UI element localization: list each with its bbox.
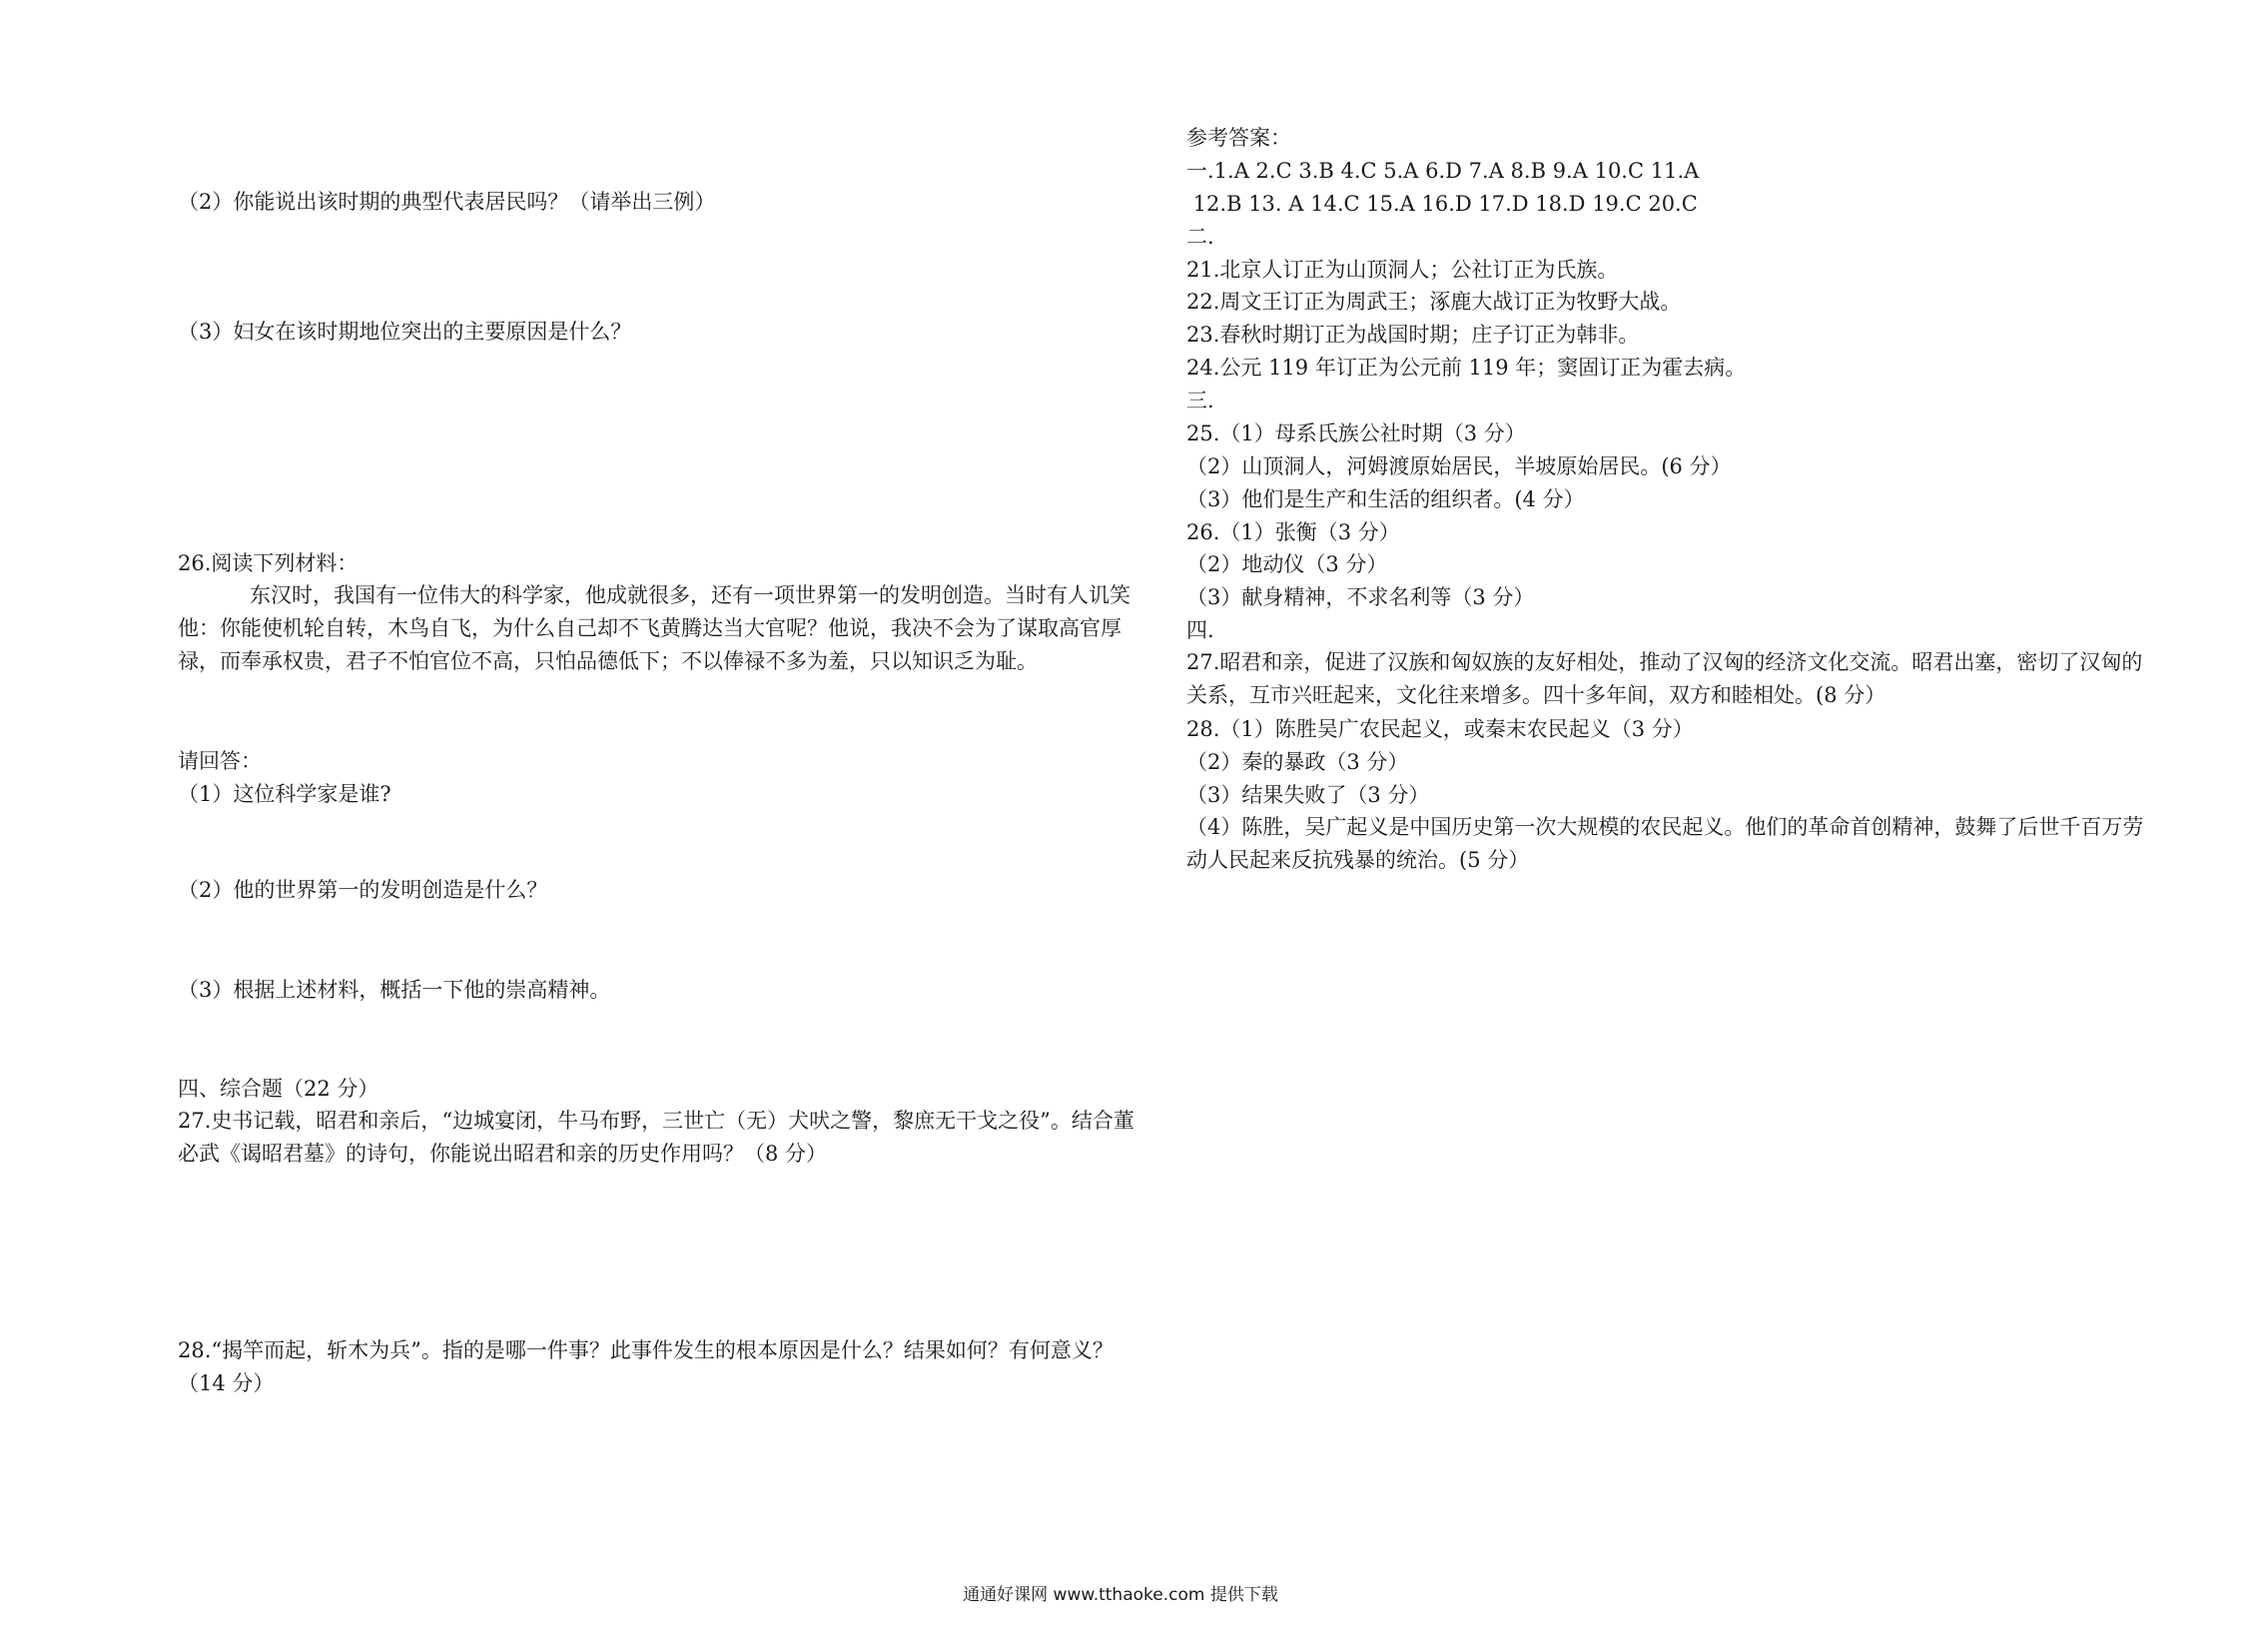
- answer-28-2: （2）秦的暴政（3 分）: [1186, 750, 1409, 774]
- answers-section-2: 二.: [1186, 225, 1214, 249]
- answer-26-2: （2）地动仪（3 分）: [1186, 552, 1388, 576]
- answers-mc-line-2: 12.B 13. A 14.C 15.A 16.D 17.D 18.D 19.C 20.C: [1186, 192, 1698, 216]
- answer-28-3: （3）结果失败了（3 分）: [1186, 783, 1430, 807]
- answer-21: 21.北京人订正为山顶洞人；公社订正为氏族。: [1186, 258, 1619, 282]
- question-26-2: （2）他的世界第一的发明创造是什么？: [178, 878, 548, 902]
- answer-28-4: （4）陈胜，吴广起义是中国历史第一次大规模的农民起义。他们的革命首创精神，鼓舞了后世千百万劳动人民起来反抗残暴的统治。(5 分）: [1186, 815, 2144, 872]
- answer-25-3: （3）他们是生产和生活的组织者。(4 分）: [1186, 487, 1585, 511]
- question-26-1: （1）这位科学家是谁?: [178, 782, 391, 806]
- question-26-material: 东汉时，我国有一位伟大的科学家，他成就很多，还有一项世界第一的发明创造。当时有人讥笑他：你能使机轮自转，木鸟自飞，为什么自己却不飞黄腾达当大官呢？他说，我决不会为了谋取高官厚禄，而奉承权贵，君子不怕官位不高，只怕品德低下；不以俸禄不多为羞，只以知识乏为耻。: [178, 583, 1130, 673]
- answer-26-3: （3）献身精神，不求名利等（3 分）: [1186, 585, 1535, 609]
- question-25-3: （3）妇女在该时期地位突出的主要原因是什么？: [178, 320, 632, 344]
- question-25-2: （2）你能说出该时期的典型代表居民吗？（请举出三例）: [178, 190, 716, 214]
- question-28: 28.“揭竿而起，斩木为兵”。指的是哪一件事？此事件发生的根本原因是什么？结果如何？有何意义？（14 分）: [178, 1338, 1114, 1395]
- section-4-title: 四、综合题（22 分）: [178, 1077, 379, 1101]
- answer-25-1: 25.（1）母系氏族公社时期（3 分）: [1186, 421, 1526, 445]
- answer-27: 27.昭君和亲，促进了汉族和匈奴族的友好相处，推动了汉匈的经济文化交流。昭君出塞，密切了汉匈的关系，互市兴旺起来，文化往来增多。四十多年间，双方和睦相处。(8 分）: [1186, 650, 2143, 707]
- answer-28-1: 28.（1）陈胜吴广农民起义，或秦末农民起义（3 分）: [1186, 717, 1694, 741]
- question-26-3: （3）根据上述材料，概括一下他的崇高精神。: [178, 978, 611, 1002]
- answers-mc-line-1: 一.1.A 2.C 3.B 4.C 5.A 6.D 7.A 8.B 9.A 10.C 11.A: [1186, 159, 1700, 183]
- answer-25-2: （2）山顶洞人，河姆渡原始居民，半坡原始居民。(6 分）: [1186, 454, 1732, 478]
- answer-22: 22.周文王订正为周武王；涿鹿大战订正为牧野大战。: [1186, 290, 1682, 314]
- question-27: 27.史书记载，昭君和亲后，“边城宴闭，牛马布野，三世亡（无）犬吠之警，黎庶无干戈之役”。结合董必武《谒昭君墓》的诗句，你能说出昭君和亲的历史作用吗？（8 分）: [178, 1109, 1134, 1166]
- answer-26-1: 26.（1）张衡（3 分）: [1186, 520, 1400, 544]
- question-26-title: 26.阅读下列材料：: [178, 551, 359, 575]
- answer-24: 24.公元 119 年订正为公元前 119 年；窦固订正为霍去病。: [1186, 356, 1747, 380]
- answers-section-4: 四.: [1186, 618, 1214, 642]
- answers-section-3: 三.: [1186, 389, 1214, 413]
- footer-source: 通通好课网 www.tthaoke.com 提供下载: [963, 1585, 1278, 1605]
- answer-23: 23.春秋时期订正为战国时期；庄子订正为韩非。: [1186, 323, 1640, 347]
- answers-title: 参考答案：: [1186, 126, 1291, 150]
- question-26-ask: 请回答：: [178, 749, 262, 773]
